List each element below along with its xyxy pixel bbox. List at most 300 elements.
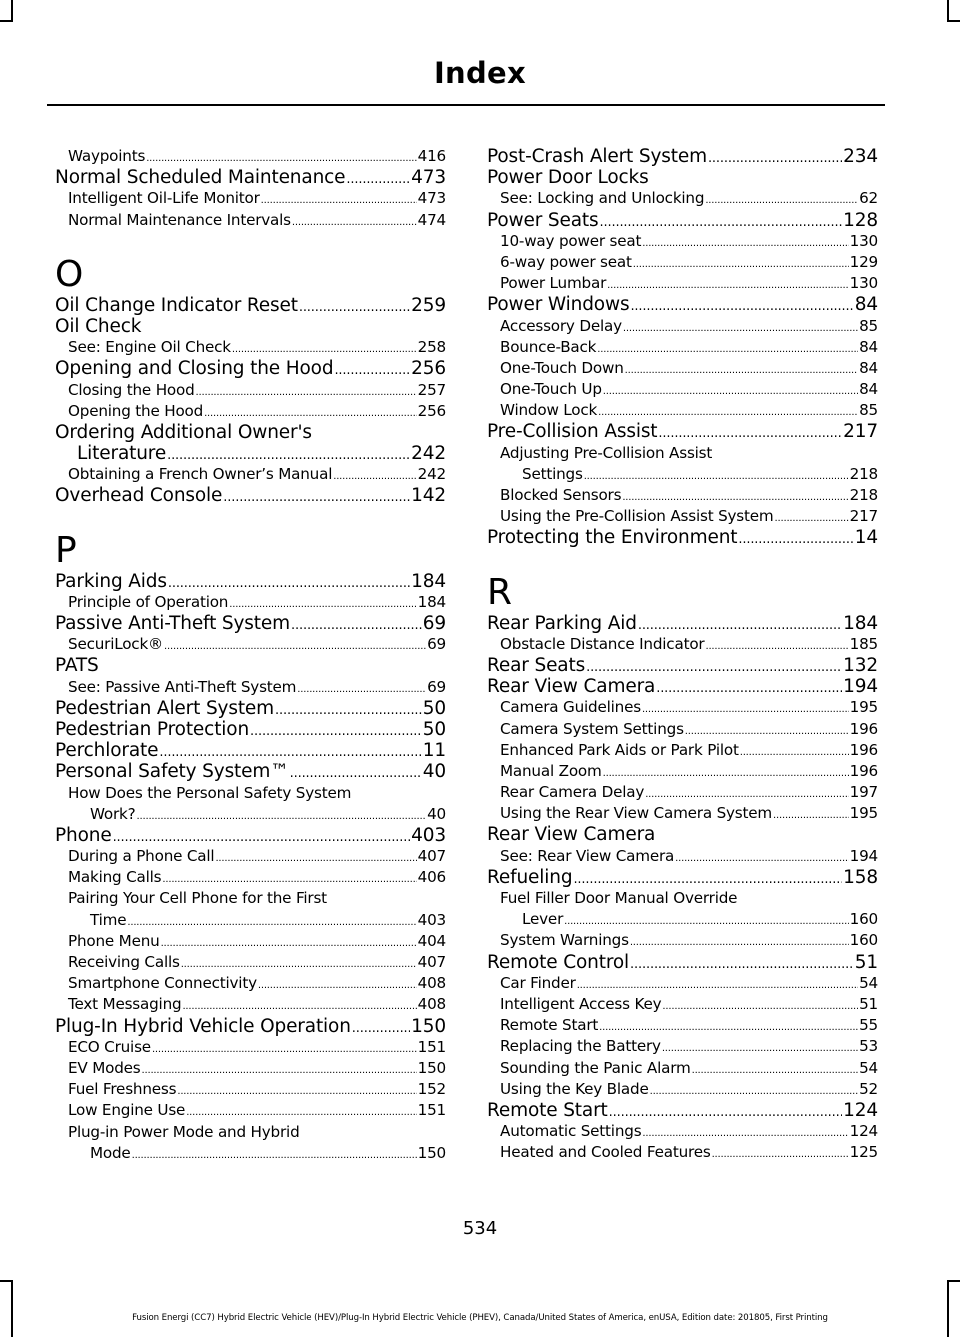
dot-leader (168, 573, 410, 592)
entry-label: See: Passive Anti-Theft System (68, 677, 297, 696)
dot-leader (181, 954, 417, 973)
entry-label: Power Lumbar (500, 274, 607, 293)
dot-leader (232, 339, 417, 358)
entry-label: Making Calls (68, 868, 162, 887)
entry-label: Settings (522, 464, 583, 483)
index-entry[interactable] (487, 421, 878, 442)
index-entry[interactable] (487, 655, 878, 676)
index-subentry[interactable] (55, 634, 446, 655)
entry-label: Using the Key Blade (500, 1079, 649, 1098)
index-subentry[interactable] (487, 464, 878, 485)
page-reference: 132 (843, 654, 878, 676)
page-reference: 195 (849, 804, 878, 823)
dot-leader (162, 869, 416, 888)
entry-label: Overhead Console (55, 485, 223, 507)
dot-leader (662, 996, 858, 1015)
entry-label: Rear Seats (487, 654, 586, 676)
dot-leader (215, 848, 416, 867)
index-subentry[interactable] (55, 146, 446, 167)
index-subentry-line: Plug-in Power Mode and Hybrid (68, 1122, 300, 1141)
entry-label: Intelligent Oil-Life Monitor (68, 189, 260, 208)
entry-label: EV Modes (68, 1058, 141, 1077)
entry-label: Manual Zoom (500, 761, 602, 780)
page-reference: 85 (859, 401, 878, 420)
dot-leader (603, 381, 858, 400)
page-reference: 11 (422, 740, 446, 762)
index-subentry[interactable] (487, 337, 878, 358)
dot-leader (773, 805, 849, 824)
section-letter: P (55, 529, 77, 571)
index-entry[interactable] (55, 698, 446, 719)
dot-leader (658, 423, 842, 442)
index-entry-heading: Rear View Camera (487, 824, 656, 846)
dot-leader (113, 827, 411, 846)
index-subentry[interactable] (487, 994, 878, 1015)
index-subentry[interactable] (55, 677, 446, 698)
entry-label: Window Lock (500, 401, 598, 420)
index-subentry[interactable] (55, 931, 446, 952)
index-subentry[interactable] (487, 719, 878, 740)
index-entry[interactable] (55, 613, 446, 634)
index-subentry[interactable] (55, 401, 446, 422)
index-subentry[interactable] (55, 973, 446, 994)
entry-label: Using the Rear View Camera System (500, 804, 773, 823)
dot-leader (607, 275, 848, 294)
entry-label: Obtaining a French Owner’s Manual (68, 465, 333, 484)
dot-leader (662, 1038, 858, 1057)
crop-mark (947, 20, 960, 22)
index-subentry[interactable] (55, 804, 446, 825)
entry-label: Post-Crash Alert System (487, 146, 707, 167)
page-reference: 218 (849, 464, 878, 483)
page-reference: 51 (859, 994, 878, 1013)
entry-label: Normal Maintenance Intervals (68, 210, 291, 229)
page-reference: 125 (849, 1143, 878, 1162)
page-reference: 40 (427, 804, 446, 823)
dot-leader (261, 190, 417, 209)
page-reference: 150 (411, 1015, 446, 1037)
index-entry[interactable] (55, 485, 446, 506)
page-reference: 51 (854, 951, 878, 973)
page-reference: 217 (849, 507, 878, 526)
dot-leader (177, 1081, 416, 1100)
dot-leader (656, 678, 842, 697)
entry-label: Rear View Camera (487, 676, 656, 698)
index-subentry[interactable] (487, 316, 878, 337)
dot-leader (229, 594, 416, 613)
header-rule (47, 104, 885, 106)
page-reference: 69 (422, 613, 446, 634)
index-subentry[interactable] (55, 464, 446, 485)
index-subentry[interactable] (55, 337, 446, 358)
entry-label: Rear Camera Delay (500, 783, 645, 802)
dot-leader (127, 912, 416, 931)
entry-label: Literature (77, 443, 167, 465)
entry-label: Using the Pre-Collision Assist System (500, 507, 774, 526)
dot-leader (132, 1145, 417, 1164)
dot-leader (623, 318, 858, 337)
page-reference: 160 (849, 910, 878, 929)
page-reference: 152 (417, 1080, 446, 1099)
page-reference: 403 (411, 824, 446, 846)
dot-leader (645, 784, 848, 803)
dot-leader (182, 996, 416, 1015)
page-reference: 84 (854, 294, 878, 316)
page-reference: 52 (859, 1079, 878, 1098)
dot-leader (738, 529, 853, 548)
dot-leader (250, 721, 422, 740)
entry-label: Camera Guidelines (500, 698, 641, 717)
index-subentry[interactable] (487, 1036, 878, 1057)
index-subentry[interactable] (55, 380, 446, 401)
page-reference: 151 (417, 1037, 446, 1056)
page-reference: 124 (849, 1122, 878, 1141)
index-subentry[interactable] (487, 846, 878, 867)
page-reference: 194 (843, 676, 878, 698)
page-reference: 130 (849, 231, 878, 250)
index-subentry[interactable] (487, 379, 878, 400)
page-reference: 184 (417, 592, 446, 611)
entry-label: 10-way power seat (500, 231, 642, 250)
index-entry[interactable] (55, 295, 446, 316)
dot-leader (685, 721, 849, 740)
page-reference: 84 (859, 380, 878, 399)
dot-leader (577, 975, 858, 994)
dot-leader (705, 636, 848, 655)
page-reference: 129 (849, 252, 878, 271)
entry-label: See: Rear View Camera (500, 846, 675, 865)
dot-leader (625, 360, 858, 379)
entry-label: Blocked Sensors (500, 486, 622, 504)
dot-leader (712, 1144, 849, 1163)
entry-label: Parking Aids (55, 570, 167, 592)
entry-label: Oil Change Indicator Reset (55, 294, 298, 316)
index-subentry[interactable] (55, 1037, 446, 1058)
page-reference: 84 (859, 337, 878, 356)
index-entry[interactable] (487, 1100, 878, 1121)
index-column-right (487, 146, 878, 1163)
dot-leader (164, 636, 426, 655)
dot-leader (598, 402, 858, 421)
index-subentry[interactable] (487, 930, 878, 951)
page-reference: 256 (411, 358, 446, 380)
index-subentry[interactable] (55, 1058, 446, 1079)
entry-label: Waypoints (68, 147, 146, 165)
entry-label: One-Touch Down (500, 358, 624, 377)
dot-leader (609, 1102, 842, 1121)
page-reference: 124 (843, 1099, 878, 1121)
index-subentry[interactable] (55, 952, 446, 973)
index-entry[interactable] (55, 719, 446, 740)
dot-leader (352, 1018, 410, 1037)
crop-mark (11, 0, 13, 22)
entry-label: System Warnings (500, 931, 629, 950)
page-reference: 404 (417, 931, 446, 950)
entry-label: Heated and Cooled Features (500, 1143, 711, 1162)
crop-mark (947, 1280, 960, 1282)
crop-mark (11, 1280, 13, 1337)
crop-mark (0, 1280, 13, 1282)
index-subentry[interactable] (487, 358, 878, 379)
dot-leader (161, 933, 417, 952)
entry-label: Perchlorate (55, 740, 159, 762)
dot-leader (630, 296, 853, 315)
dot-leader (584, 466, 849, 485)
dot-leader (292, 212, 417, 231)
index-subentry[interactable] (487, 400, 878, 421)
entry-label: SecuriLock® (68, 635, 164, 654)
index-subentry[interactable] (487, 782, 878, 803)
page-reference: 473 (411, 167, 446, 189)
page-reference: 217 (843, 421, 878, 443)
entry-label: Phone Menu (68, 931, 160, 950)
index-subentry[interactable] (487, 803, 878, 824)
page-title: Index (433, 56, 527, 90)
dot-leader (650, 1081, 858, 1100)
index-subentry[interactable] (55, 1079, 446, 1100)
index-entry[interactable] (487, 613, 878, 634)
dot-leader (705, 190, 858, 209)
entry-label: Fuel Freshness (68, 1080, 177, 1099)
page-reference: 84 (859, 358, 878, 377)
page-reference: 185 (849, 634, 878, 653)
index-subentry[interactable] (55, 994, 446, 1015)
page-reference: 407 (417, 847, 446, 866)
page-reference: 50 (422, 718, 446, 740)
entry-label: Remote Control (487, 951, 630, 973)
page-reference: 128 (843, 209, 878, 231)
dot-leader (142, 1060, 417, 1079)
index-subentry[interactable] (55, 1143, 446, 1164)
dot-leader (346, 169, 410, 188)
index-subentry[interactable] (487, 761, 878, 782)
dot-leader (258, 975, 417, 994)
page-reference: 408 (417, 995, 446, 1014)
dot-leader (600, 212, 843, 231)
index-entry[interactable] (487, 146, 878, 167)
dot-leader (622, 487, 848, 506)
page-reference: 160 (849, 931, 878, 950)
dot-leader (638, 615, 842, 634)
dot-leader (642, 699, 849, 718)
entry-label: Phone (55, 824, 112, 846)
entry-label: Opening and Closing the Hood (55, 358, 334, 380)
entry-label: Replacing the Battery (500, 1037, 661, 1056)
index-subentry[interactable] (487, 273, 878, 294)
page-reference: 69 (427, 635, 446, 654)
index-subentry[interactable] (55, 846, 446, 867)
dot-leader (775, 508, 849, 527)
index-subentry[interactable] (55, 210, 446, 231)
dot-leader (564, 911, 848, 930)
index-subentry[interactable] (55, 1100, 446, 1121)
dot-leader (333, 466, 416, 485)
entry-label: Remote Start (500, 1016, 599, 1035)
page-reference: 69 (427, 677, 446, 696)
index-subentry-line: Adjusting Pre-Collision Assist (500, 443, 713, 462)
index-subentry[interactable] (487, 973, 878, 994)
index-subentry[interactable] (487, 1015, 878, 1036)
entry-label: Smartphone Connectivity (68, 974, 257, 993)
entry-label: Intelligent Access Key (500, 994, 662, 1013)
entry-label: Bounce-Back (500, 337, 597, 356)
page-reference: 62 (859, 189, 878, 208)
index-entry[interactable] (55, 740, 446, 761)
index-subentry[interactable] (55, 188, 446, 209)
page-reference: 40 (422, 761, 446, 783)
index-entry[interactable] (55, 1016, 446, 1037)
dot-leader (740, 742, 849, 761)
dot-leader (586, 657, 842, 676)
index-column-left (55, 146, 446, 1164)
index-entry[interactable] (55, 825, 446, 846)
index-subentry[interactable] (55, 867, 446, 888)
section-letter: O (55, 253, 84, 295)
page-reference: 55 (859, 1016, 878, 1035)
page-reference: 54 (859, 973, 878, 992)
page-reference: 403 (417, 910, 446, 929)
entry-label: Passive Anti-Theft System (55, 613, 291, 634)
page-reference: 196 (849, 719, 878, 738)
index-subentry[interactable] (487, 252, 878, 273)
index-entry[interactable] (487, 867, 878, 888)
dot-leader (196, 382, 417, 401)
entry-label: Enhanced Park Aids or Park Pilot (500, 740, 739, 759)
page-reference: 218 (849, 486, 878, 504)
entry-label: See: Locking and Unlocking (500, 189, 705, 208)
index-entry[interactable] (487, 676, 878, 697)
page-reference: 259 (411, 294, 446, 316)
dot-leader (204, 403, 417, 422)
dot-leader (291, 615, 422, 634)
entry-label: Sounding the Panic Alarm (500, 1058, 691, 1077)
entry-label: 6-way power seat (500, 252, 632, 271)
page-reference: 257 (417, 380, 446, 399)
index-subentry[interactable] (487, 740, 878, 761)
entry-label: Pedestrian Alert System (55, 697, 275, 719)
entry-label: Principle of Operation (68, 592, 229, 611)
entry-label: Pre-Collision Assist (487, 421, 658, 443)
index-subentry[interactable] (487, 1079, 878, 1100)
index-subentry[interactable] (487, 1121, 878, 1142)
dot-leader (297, 679, 426, 698)
entry-label: Rear Parking Aid (487, 612, 637, 634)
entry-label: Refueling (487, 866, 573, 888)
entry-label: Obstacle Distance Indicator (500, 634, 705, 653)
page-reference: 242 (411, 443, 446, 465)
page-reference: 184 (411, 570, 446, 592)
index-entry[interactable] (487, 210, 878, 231)
dot-leader (275, 700, 422, 719)
index-entry[interactable] (487, 527, 878, 548)
page-reference: 242 (417, 465, 446, 484)
index-subentry[interactable] (487, 506, 878, 527)
dot-leader (137, 806, 427, 825)
index-entry[interactable] (55, 761, 446, 782)
entry-label: Automatic Settings (500, 1122, 642, 1141)
entry-label: Accessory Delay (500, 316, 622, 335)
index-entry-heading: Power Door Locks (487, 167, 649, 189)
entry-label: Mode (90, 1143, 131, 1162)
index-subentry[interactable] (487, 1058, 878, 1079)
page-reference: 53 (859, 1037, 878, 1056)
entry-label: Power Seats (487, 209, 599, 231)
crop-mark (0, 20, 13, 22)
dot-leader (290, 763, 422, 782)
entry-label: Camera System Settings (500, 719, 684, 738)
dot-leader (299, 297, 410, 316)
index-subentry[interactable] (55, 592, 446, 613)
page-reference: 142 (411, 485, 446, 507)
index-entry[interactable] (55, 443, 446, 464)
index-entry[interactable] (55, 571, 446, 592)
entry-label: One-Touch Up (500, 380, 602, 399)
dot-leader (597, 339, 858, 358)
crop-mark (947, 1280, 949, 1337)
index-subentry[interactable] (487, 634, 878, 655)
entry-label: Pedestrian Protection (55, 718, 250, 740)
entry-label: Power Windows (487, 294, 630, 316)
footer-text: Fusion Energi (CC7) Hybrid Electric Vehicle (HEV)/Plug-In Hybrid Electric Vehicle (PHEV), Canada/United States of America, enUSA, Edition date: 201805, First Printing (132, 1313, 828, 1323)
entry-label: Car Finder (500, 973, 576, 992)
index-subentry[interactable] (487, 231, 878, 252)
index-entry[interactable] (487, 294, 878, 315)
page-reference: 407 (417, 953, 446, 971)
index-subentry[interactable] (487, 697, 878, 718)
page-reference: 158 (843, 866, 878, 888)
entry-label: Work? (90, 804, 136, 823)
section-letter: R (487, 571, 513, 613)
entry-label: Lever (522, 910, 564, 929)
page-reference: 50 (422, 697, 446, 719)
entry-label: Low Engine Use (68, 1101, 186, 1120)
dot-leader (152, 1039, 417, 1058)
index-subentry[interactable] (487, 188, 878, 209)
page-reference: 54 (859, 1058, 878, 1077)
dot-leader (675, 848, 848, 867)
index-subentry[interactable] (487, 485, 878, 506)
index-subentry-line: Fuel Filler Door Manual Override (500, 889, 738, 907)
index-entry-heading: Ordering Additional Owner's (55, 421, 312, 443)
entry-label: Receiving Calls (68, 953, 180, 971)
index-entry[interactable] (55, 358, 446, 379)
entry-label: Time (90, 910, 127, 929)
page-reference: 196 (849, 740, 878, 759)
entry-label: See: Engine Oil Check (68, 338, 231, 357)
index-subentry[interactable] (55, 910, 446, 931)
entry-label: Text Messaging (68, 995, 182, 1014)
index-entry[interactable] (55, 167, 446, 188)
dot-leader (630, 932, 849, 951)
dot-leader (708, 148, 842, 167)
dot-leader (159, 742, 421, 761)
index-entry[interactable] (487, 952, 878, 973)
entry-label: Plug-In Hybrid Vehicle Operation (55, 1015, 351, 1037)
page-reference: 85 (859, 316, 878, 335)
index-subentry-line: Pairing Your Cell Phone for the First (68, 889, 327, 908)
entry-label: Protecting the Environment (487, 527, 738, 549)
page-reference: 406 (417, 868, 446, 887)
dot-leader (334, 360, 410, 379)
dot-leader (573, 869, 842, 888)
entry-label: Opening the Hood (68, 401, 204, 420)
index-subentry[interactable] (487, 1142, 878, 1163)
page-number: 534 (462, 1218, 498, 1239)
dot-leader (633, 254, 849, 273)
dot-leader (642, 1123, 848, 1142)
index-subentry-line: How Does the Personal Safety System (68, 783, 352, 802)
index-subentry[interactable] (487, 909, 878, 930)
